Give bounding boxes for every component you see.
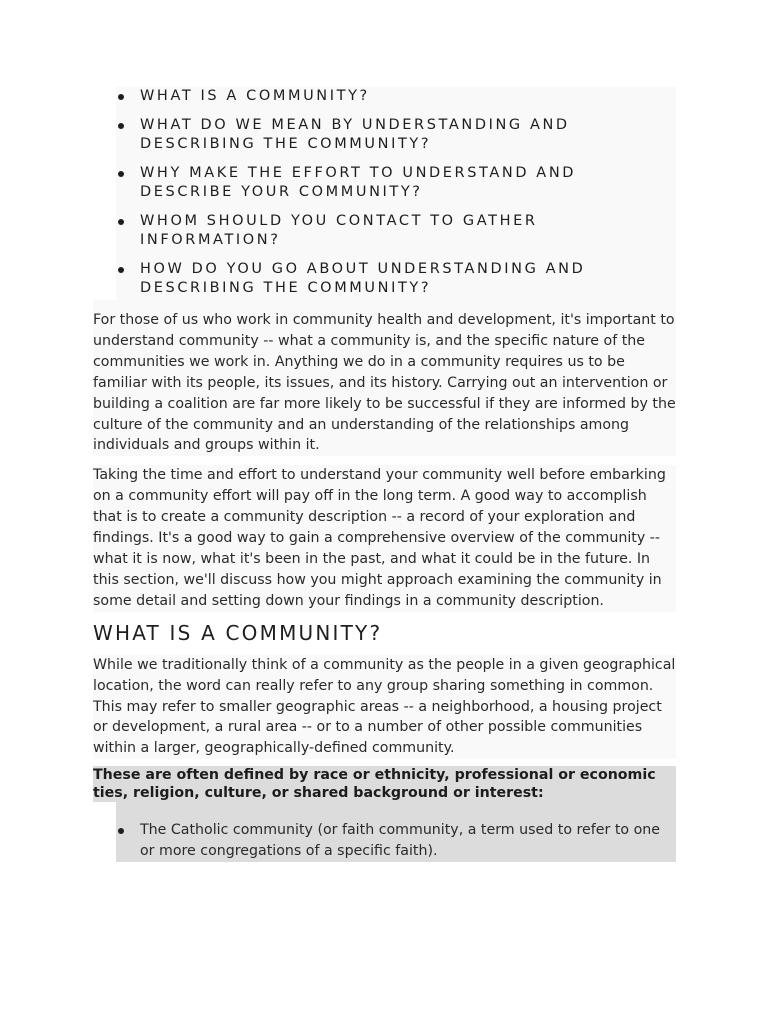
highlighted-intro: These are often defined by race or ethnicity, professional or economic ties, religion, culture, or shared background or interest: [93,766,676,802]
intro-block [93,465,676,611]
list-item: The Catholic community (or faith community, a term used to refer to one or more congregations of a specific faith). [116,820,676,862]
table-of-contents [116,87,676,308]
examples-list [116,802,676,862]
spacer [93,456,676,465]
toc-item[interactable]: HOW DO YOU GO ABOUT UNDERSTANDING AND DESCRIBING THE COMMUNITY? [116,260,676,299]
paragraph: While we traditionally think of a community as the people in a given geographical location, the word can really refer to any group sharing something in common. This may refer to smaller geographic areas -- a neighborhood, a housing project or development, a rural area -- or to a number of other possible communities within a larger, geographically-defined community. [93,656,676,757]
spacer [93,759,676,766]
paragraph: Taking the time and effort to understand your community well before embarking on a community effort will pay off in the long term. A good way to accomplish that is to create a community description -- a record of your exploration and findings. It's a good way to gain a comprehensive overview of the community -- what it is now, what it's been in the past, and what it could be in the future. In this section, we'll discuss how you might approach examining the community in some detail and setting down your findings in a community description. [93,467,666,609]
article-body [93,300,676,862]
toc-item[interactable]: WHAT DO WE MEAN BY UNDERSTANDING AND DESCRIBING THE COMMUNITY? [116,116,676,155]
toc-item[interactable]: WHY MAKE THE EFFORT TO UNDERSTAND AND DESCRIBE YOUR COMMUNITY? [116,164,676,203]
section-block [93,655,676,760]
section-heading: WHAT IS A COMMUNITY? [93,612,676,655]
toc-item[interactable]: WHAT IS A COMMUNITY? [116,87,676,107]
toc-item[interactable]: WHOM SHOULD YOU CONTACT TO GATHER INFORMATION? [116,212,676,251]
intro-block [93,300,676,456]
paragraph: For those of us who work in community health and development, it's important to understand community -- what a community is, and the specific nature of the communities we work in. Anything we do in a community requires us to be familiar with its people, its issues, and its history. Carrying out an intervention or building a coalition are far more likely to be successful if they are informed by the culture of the community and an understanding of the relationships among individuals and groups within it. [93,312,676,454]
